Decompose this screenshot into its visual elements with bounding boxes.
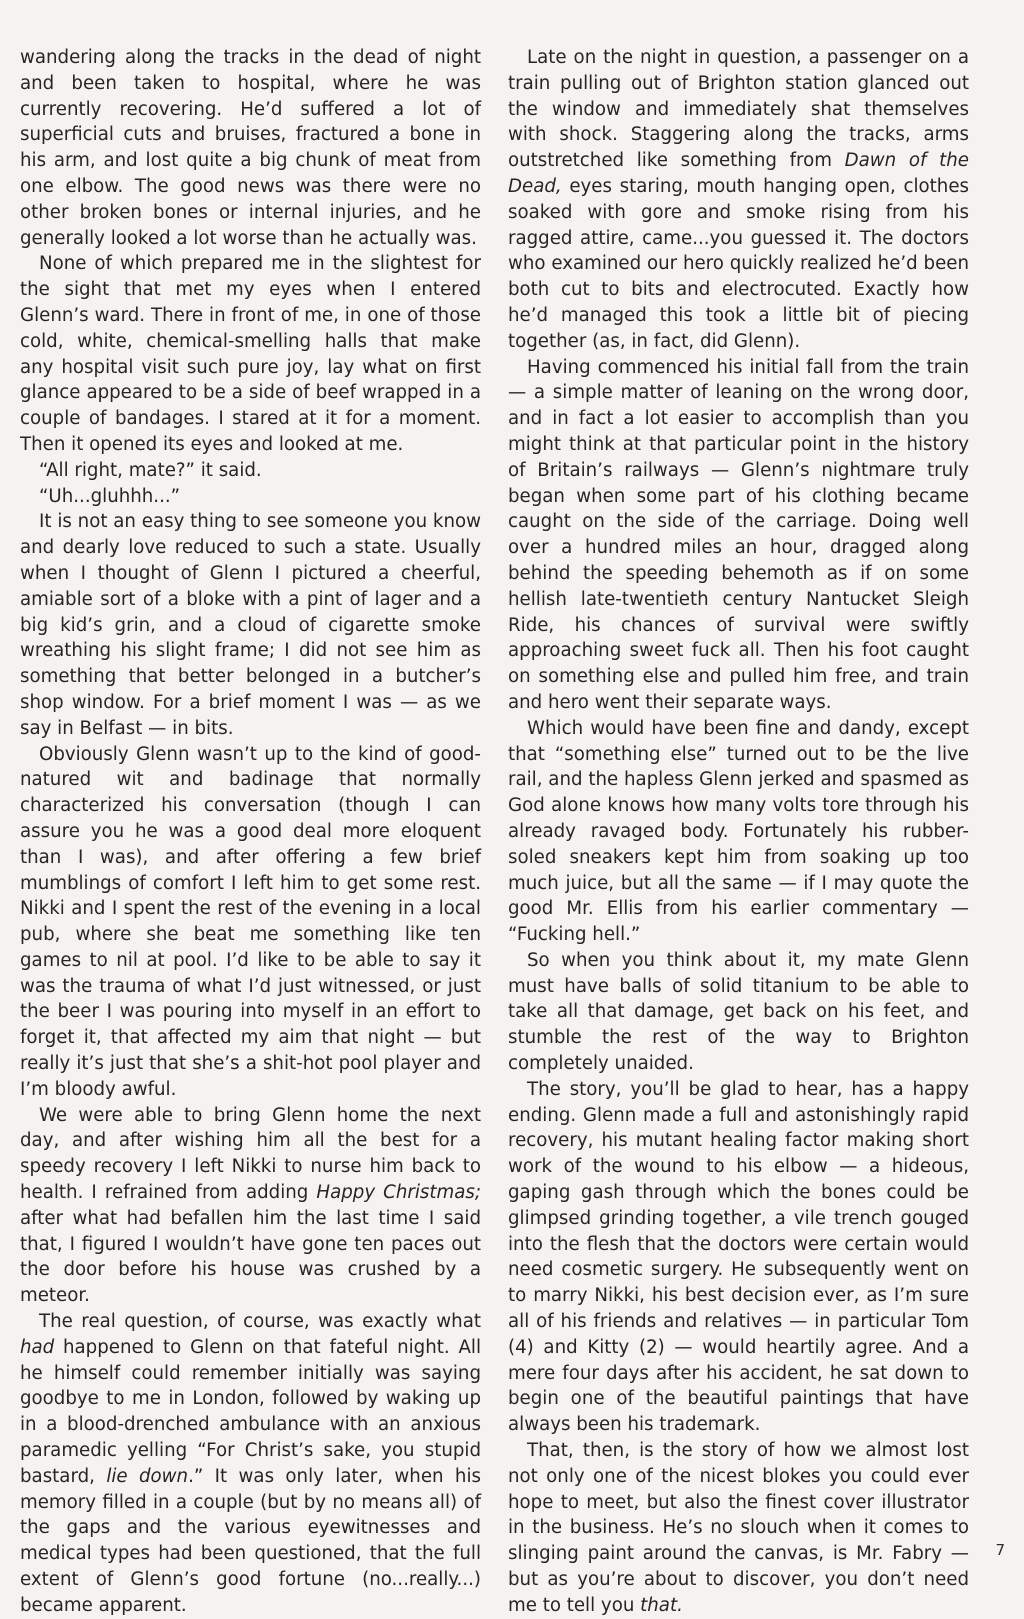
text-run: So when you think about it, my mate Glenn must have balls of solid titanium to be able to take all that damage, get back on his feet, and stumble the rest of the way to Brighton completely unaided. [508,949,969,1075]
paragraph [20,458,481,484]
paragraph [20,509,481,741]
paragraph [20,251,481,457]
paragraph [508,716,969,948]
page-number: 7 [995,1541,1005,1559]
text-run: It is not an easy thing to see someone you know and dearly love reduced to such a state. Usually when I thought of Glenn I pictured a cheerful, amiable sort of a bloke with a pint of lager and a big kid’s grin, and a cloud of cigarette smoke wreathing his slight frame; I did not see him as something that better belonged in a butcher’s shop window. For a brief moment I was — as we say in Belfast — in bits. [20,511,481,739]
text-run: after what had befallen him the last time I said that, I figured I wouldn’t have gone ten paces out the door before his house was crushed by a meteor. [20,1207,481,1307]
paragraph [20,1103,481,1309]
paragraph [508,948,969,1077]
left-text-column [20,45,481,1619]
paragraph [20,45,481,251]
text-run: “All right, mate?” it said. [39,459,262,481]
italic-text: had [20,1336,55,1358]
italic-text: that. [640,1594,683,1616]
text-run: .” It was only later, when his memory filled in a couple (but by no means all) of the gaps and the various eyewitnesses and medical types had been questioned, that the full extent of Glenn’s good fortune (no...really...) became apparent. [20,1465,481,1616]
text-run: Late on the night in question, a passenger on a train pulling out of Brighton station glanced out the window and immediately shat themselves with shock. Staggering along the tracks, arms outstretched like something from [508,47,969,172]
text-run: wandering along the tracks in the dead of night and been taken to hospital, where he was currently recovering. He’d suffered a lot of superficial cuts and bruises, fractured a bone in his arm, and lost quite a big chunk of meat from one elbow. The good news was there were no other broken bones or internal injuries, and he generally looked a lot worse than he actually was. [20,47,481,249]
text-run: Which would have been fine and dandy, except that “something else” turned out to be the live rail, and the hapless Glenn jerked and spasmed as God alone knows how many volts tore through his already ravaged body. Fortunately his rubber-soled sneakers kept him from soaking up too much juice, but all the same — if I may quote the good Mr. Ellis from his earlier commentary — “Fucking hell.” [508,717,969,946]
text-run: We were able to bring Glenn home the next day, and after wishing him all the best for a speedy recovery I left Nikki to nurse him back to health. I refrained from adding [20,1104,481,1204]
paragraph [508,355,969,716]
paragraph [20,484,481,510]
text-run: That, then, is the story of how we almost lost not only one of the nicest blokes you could ever hope to meet, but also the finest cover illustrator in the business. He’s no slouch when it comes to slinging paint around the canvas, is Mr. Fabry — but as you’re about to discover, you don’t need me to tell you [508,1440,969,1616]
text-run: The real question, of course, was exactly what [39,1311,481,1333]
italic-text: Dawn of the Dead, [508,150,969,197]
paragraph [508,1077,969,1438]
text-run: eyes staring, mouth hanging open, clothes soaked with gore and smoke rising from his ragged attire, came...you guessed it. The doctors who examined our hero quickly realized he’d been both cut to bits and electrocuted. Exactly how he’d managed this took a little bit of piecing together (as, in fact, did Glenn). [508,175,969,352]
text-run: happened to Glenn on that fateful night. All he himself could remember initially was saying goodbye to me in London, followed by waking up in a blood-drenched ambulance with an anxious paramedic yelling “For Christ’s sake, you stupid bastard, [20,1336,481,1487]
right-text-column [508,45,969,1619]
text-run: None of which prepared me in the slightest for the sight that met my eyes when I entered Glenn’s ward. There in front of me, in one of those cold, white, chemical-smelling halls that make any hospital visit such pure joy, lay what on first glance appeared to be a side of beef wrapped in a couple of bandages. I stared at it for a moment. Then it opened its eyes and looked at me. [20,253,481,455]
text-run: Obviously Glenn wasn’t up to the kind of good-natured wit and badinage that normally characterized his conversation (though I can assure you he was a good deal more eloquent than I was), and after offering a few brief mumblings of comfort I left him to get some rest. Nikki and I spent the rest of the evening in a local pub, where she beat me something like ten games to nil at pool. I’d like to be able to say it was the trauma of what I’d just witnessed, or just the beer I was pouring into myself in an effort to forget it, that affected my aim that night — but really it’s just that she’s a shit-hot pool player and I’m bloody awful. [20,743,481,1100]
paragraph [508,1438,969,1619]
paragraph [508,45,969,355]
paragraph [20,1309,481,1619]
italic-text: Happy Christmas; [316,1182,481,1204]
paragraph [20,742,481,1103]
text-run: Having commenced his initial fall from the train — a simple matter of leaning on the wrong door, and in fact a lot easier to accomplish than you might think at that particular point in the history of Britain’s railways — Glenn’s nightmare truly began when some part of his clothing became caught on the side of the carriage. Doing well over a hundred miles an hour, dragged along behind the speeding behemoth as if on some hellish late-twentieth century Nantucket Sleigh Ride, his chances of survival were swiftly approaching sweet fuck all. Then his foot caught on something else and pulled him free, and train and hero went their separate ways. [508,356,969,713]
text-run: The story, you’ll be glad to hear, has a happy ending. Glenn made a full and astonishingly rapid recovery, his mutant healing factor making short work of the wound to his elbow — a hideous, gaping gash through which the bones could be glimpsed grinding together, a vile trench gouged into the flesh that the doctors were certain would need cosmetic surgery. He subsequently went on to marry Nikki, his best decision ever, as I’m sure all of his friends and relatives — in particular Tom (4) and Kitty (2) — would heartily agree. And a mere four days after his accident, he sat down to begin one of the beautiful paintings that have always been his trademark. [508,1078,969,1436]
italic-text: lie down [106,1465,189,1487]
text-run: “Uh...gluhhh...” [39,485,181,507]
